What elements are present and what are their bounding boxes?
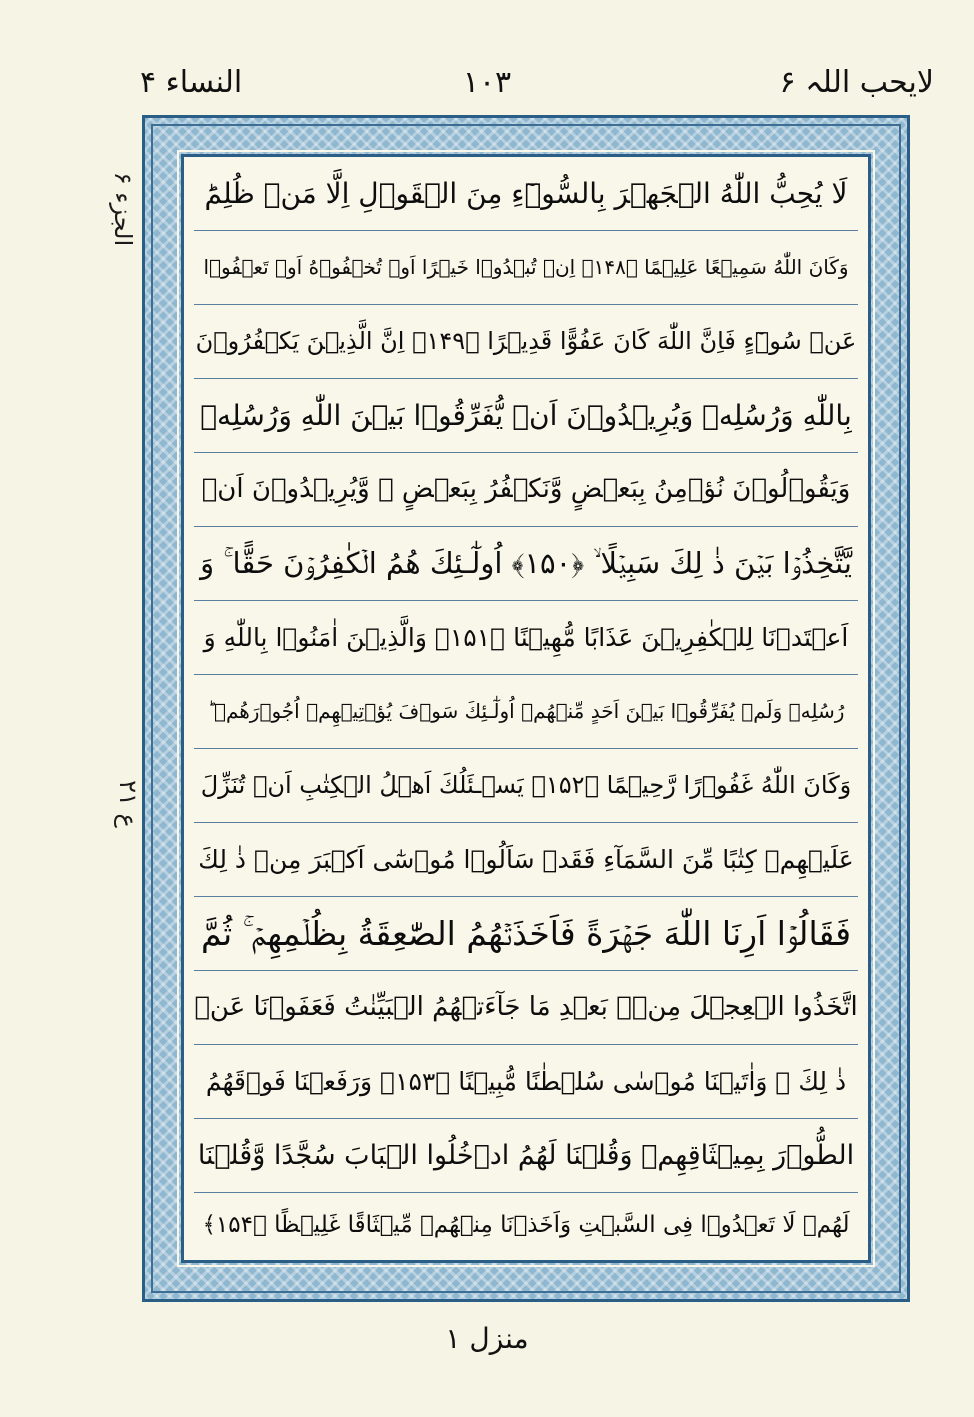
verse-line-10: عَلَيۡهِمۡ كِتٰبًا مِّنَ السَّمَآءِ فَقَدۡ سَاَلُوۡا مُوۡسٰٓى اَكۡبَرَ مِنۡ ذٰ لِكَ xyxy=(198,845,854,874)
verse-line-8: رُسُلِهٖ وَلَمۡ يُفَرِّقُوۡا بَيۡنَ اَحَدٍ مِّنۡهُمۡ اُولٰٓـئِكَ سَوۡفَ يُؤۡتِيۡهِمۡ اُجُوۡرَهُمۡ‌ ؕ xyxy=(207,699,845,723)
verse-line-1: لَا يُحِبُّ اللّٰهُ الۡجَهۡرَ بِالسُّوۡٓءِ مِنَ الۡقَوۡلِ اِلَّا مَنۡ ظُلِمَ‌ؕ xyxy=(204,177,848,210)
verse-line-14: الطُّوۡرَ بِمِيۡثَاقِهِمۡ وَقُلۡنَا لَهُمُ ادۡخُلُوا الۡبَابَ سُجَّدًا وَّقُلۡنَا xyxy=(197,1140,855,1171)
verse-line-3: عَنۡ سُوۡٓءٍ فَاِنَّ اللّٰهَ كَانَ عَفُوًّا قَدِيۡرًا ﴿۱۴۹﴾ اِنَّ الَّذِيۡنَ يَكۡفُرُوۡنَ xyxy=(195,327,857,355)
ornamental-border xyxy=(142,115,910,1302)
verse-line-11: فَقَالُوۡۤا اَرِنَا اللّٰهَ جَهۡرَةً فَاَخَذَتۡهُمُ الصّٰعِقَةُ بِظُلۡمِهِمۡ‌ ۚ ثُمَّ xyxy=(200,914,851,953)
verse-line-12: اتَّخَذُوا الۡعِجۡلَ مِنۡۢ بَعۡدِ مَا جَآءَتۡهُمُ الۡبَيِّنٰتُ فَعَفَوۡنَا عَنۡ xyxy=(194,992,858,1022)
page-header xyxy=(0,58,974,108)
manzil-label: منزل ۱ xyxy=(445,1322,529,1355)
surah-name: النساء ۴ xyxy=(140,65,243,100)
verse-line-5: وَيَقُوۡلُوۡنَ نُؤۡمِنُ بِبَعۡضٍ وَّنَكۡفُرُ بِبَعۡضٍ ۙ وَّيُرِيۡدُوۡنَ اَنۡ xyxy=(201,474,851,504)
page-number: ١٠٣ xyxy=(462,65,512,100)
juz-margin-label: الجزء ۶ xyxy=(109,171,137,247)
verse-line-15: لَهُمۡ لَا تَعۡدُوۡا فِى السَّبۡتِ وَاَخَذۡنَا مِنۡهُمۡ مِّيۡثَاقًا غَلِيۡظًا ﴿۱۵۴﴾ xyxy=(202,1212,850,1238)
verse-line-4: بِاللّٰهِ وَرُسُلِهٖ وَيُرِيۡدُوۡنَ اَنۡ يُّفَرِّقُوۡا بَيۡنَ اللّٰهِ وَرُسُلِهٖ xyxy=(200,399,852,432)
verse-line-2: وَكَانَ اللّٰهُ سَمِيۡعًا عَلِيۡمًا ﴿۱۴۸﴾ اِنۡ تُبۡدُوۡا خَيۡرًا اَوۡ تُخۡفُوۡهُ اَوۡ تَعۡفُوۡا xyxy=(203,255,849,279)
ruku-marker: ع ۲۱ xyxy=(114,780,142,828)
juz-name: لایحب اللہ ۶ xyxy=(779,65,934,100)
verse-panel xyxy=(181,154,871,1263)
verse-line-6: يَّتَّخِذُوۡا بَيۡنَ ذٰ لِكَ سَبِيۡلًا ۙ ﴿۱۵۰﴾ اُولٰٓـئِكَ هُمُ الۡكٰفِرُوۡنَ حَقًّا ‌ۚ وَ xyxy=(200,546,852,580)
verse-line-9: وَكَانَ اللّٰهُ غَفُوۡرًا رَّحِيۡمًا ﴿۱۵۲﴾ يَسۡـئَلُكَ اَهۡلُ الۡكِتٰبِ اَنۡ تُنَزِّلَ xyxy=(200,771,852,799)
verse-line-13: ذٰ لِكَ‌ ۚ وَاٰتَيۡنَا مُوۡسٰى سُلۡطٰنًا مُّبِيۡنًا ﴿۱۵۳﴾ وَرَفَعۡنَا فَوۡقَهُمُ xyxy=(205,1067,847,1096)
verse-line-7: اَعۡتَدۡنَا لِلۡكٰفِرِيۡنَ عَذَابًا مُّهِيۡنًا ﴿۱۵۱﴾ وَالَّذِيۡنَ اٰمَنُوۡا بِاللّٰهِ وَ xyxy=(203,623,849,652)
